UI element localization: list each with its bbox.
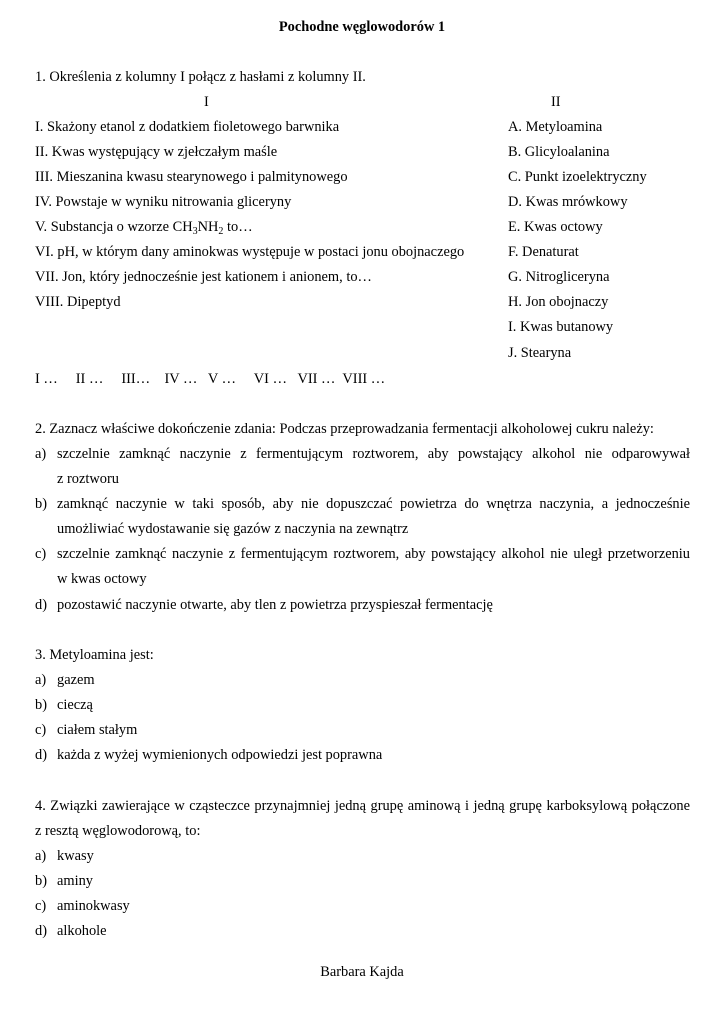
- q1-col1-item: VI. pH, w którym dany aminokwas występuje w postaci jonu obojnaczego: [35, 244, 465, 260]
- q1-col2-item: E. Kwas octowy: [508, 219, 603, 235]
- q3-option-label: b): [35, 697, 47, 713]
- q1-col2-item: C. Punkt izoelektryczny: [508, 169, 647, 185]
- page-title: Pochodne węglowodorów 1: [278, 19, 446, 35]
- q3-option-label: a): [35, 672, 47, 688]
- q4-option-text: aminokwasy: [57, 898, 130, 914]
- q1-col1-item: VIII. Dipeptyd: [35, 294, 121, 310]
- q1-col1-item: I. Skażony etanol z dodatkiem fioletowego barwnika: [35, 119, 340, 135]
- q4-question: 4. Związki zawierające w cząsteczce przynajmniej jedną grupę aminową i jedną grupę karboksylową połączone: [35, 798, 690, 814]
- q1-col1-item: II. Kwas występujący w zjełczałym maśle: [35, 144, 278, 160]
- q4-option-label: a): [35, 848, 47, 864]
- q1-col2-item: A. Metyloamina: [508, 119, 603, 135]
- q3-option-label: c): [35, 722, 47, 738]
- q1-col2-item: J. Stearyna: [508, 345, 572, 361]
- formula-mid: NH: [197, 219, 219, 235]
- q3-question: 3. Metyloamina jest:: [35, 647, 154, 663]
- q1-answer-line: I … II … III… IV … V … VI … VII … VIII …: [35, 371, 386, 387]
- q1-col2-item: F. Denaturat: [508, 244, 579, 260]
- q4-option-label: b): [35, 873, 47, 889]
- q2-option-continuation: umożliwiać wydostawanie się gazów z naczynia na zewnątrz: [57, 521, 409, 537]
- author-footer: Barbara Kajda: [320, 964, 404, 980]
- q1-col1-header: I: [204, 94, 209, 110]
- q1-col2-header: II: [551, 94, 561, 110]
- q2-option-text: szczelnie zamknąć naczynie z fermentującym roztworem, aby powstający alkohol nie uległ przetworzeniu: [57, 546, 690, 562]
- q2-option-continuation: z roztworu: [57, 471, 119, 487]
- q1-col2-item: I. Kwas butanowy: [508, 319, 614, 335]
- q3-option-text: cieczą: [57, 697, 93, 713]
- q2-option-label: b): [35, 496, 47, 512]
- q2-option-continuation: w kwas octowy: [57, 571, 147, 587]
- q4-question-continuation: z resztą węglowodorową, to:: [35, 823, 201, 839]
- formula-subscript-3: 3: [192, 226, 198, 237]
- q1-col1-item-formula: [35, 219, 253, 235]
- formula-prefix: V. Substancja o wzorze CH: [35, 219, 193, 235]
- q2-option-text: zamknąć naczynie w taki sposób, aby nie dopuszczać powietrza do wnętrza naczynia, a jednocześnie: [57, 496, 690, 512]
- q1-col1-item: IV. Powstaje w wyniku nitrowania gliceryny: [35, 194, 292, 210]
- q2-option-label: d): [35, 597, 47, 613]
- q2-option-text: pozostawić naczynie otwarte, aby tlen z powietrza przyspieszał fermentację: [57, 597, 493, 613]
- q1-col2-item: G. Nitrogliceryna: [508, 269, 610, 285]
- q1-col1-item: III. Mieszanina kwasu stearynowego i palmitynowego: [35, 169, 348, 185]
- formula-subscript-2: 2: [218, 226, 224, 237]
- q1-question: 1. Określenia z kolumny I połącz z hasłami z kolumny II.: [35, 69, 366, 85]
- q2-question: 2. Zaznacz właściwe dokończenie zdania: Podczas przeprowadzania fermentacji alkoholowej cukru należy:: [35, 421, 654, 437]
- q2-option-label: a): [35, 446, 47, 462]
- q3-option-label: d): [35, 747, 47, 763]
- formula-suffix: to…: [223, 219, 253, 235]
- q2-option-label: c): [35, 546, 47, 562]
- q1-col2-item: B. Glicyloalanina: [508, 144, 610, 160]
- q3-option-text: każda z wyżej wymienionych odpowiedzi jest poprawna: [57, 747, 383, 763]
- q2-option-text: szczelnie zamknąć naczynie z fermentującym roztworem, aby powstający alkohol nie odparowywał: [57, 446, 690, 462]
- q1-col2-item: D. Kwas mrówkowy: [508, 194, 628, 210]
- q3-option-text: ciałem stałym: [57, 722, 138, 738]
- q4-option-text: alkohole: [57, 923, 107, 939]
- q4-option-label: d): [35, 923, 47, 939]
- q1-col1-item: VII. Jon, który jednocześnie jest kationem i anionem, to…: [35, 269, 372, 285]
- q4-option-text: aminy: [57, 873, 93, 889]
- q4-option-label: c): [35, 898, 47, 914]
- q1-col2-item: H. Jon obojnaczy: [508, 294, 609, 310]
- q3-option-text: gazem: [57, 672, 95, 688]
- q4-option-text: kwasy: [57, 848, 94, 864]
